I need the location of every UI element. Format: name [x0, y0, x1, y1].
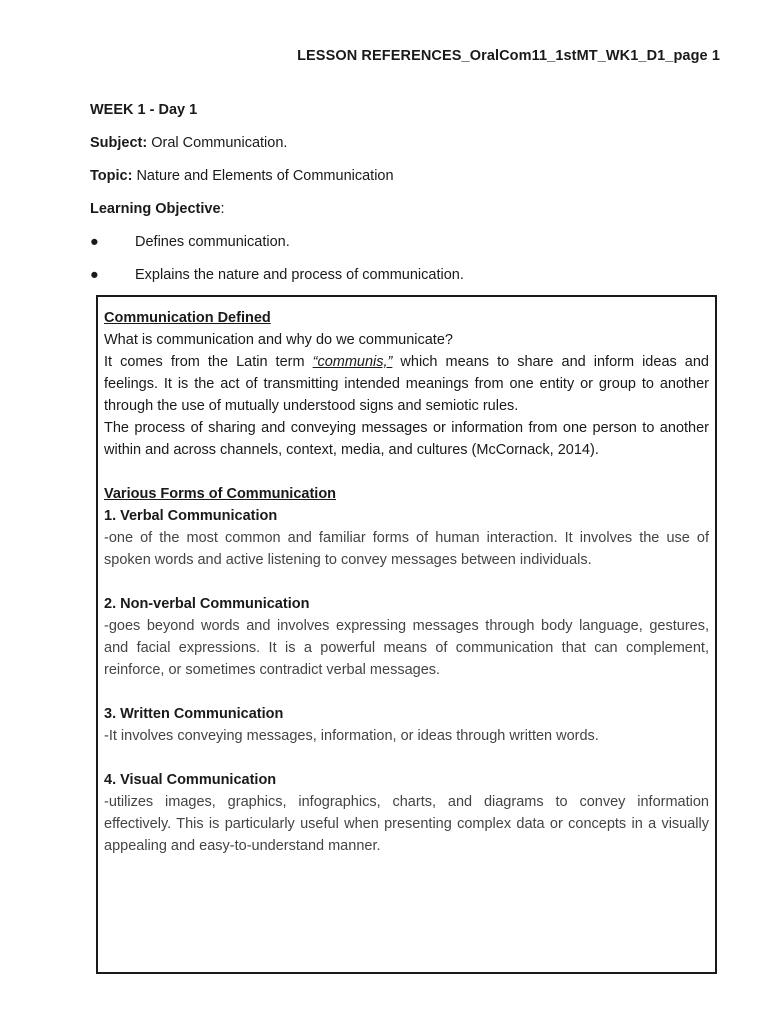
objective-colon: :: [220, 201, 225, 217]
form-desc-visual: -utilizes images, graphics, infographics, charts, and diagrams to convey information effectively. This is particularly useful when presenting complex data or concepts in a visually appealing and easy-to-understand manner.: [104, 794, 709, 854]
definition-text-start: It comes from the Latin term: [104, 354, 313, 370]
objective-item: [90, 232, 720, 265]
question-line: What is communication and why do we communicate?: [104, 332, 453, 348]
objective-text: Defines communication.: [135, 234, 290, 250]
form-desc-written: -It involves conveying messages, information, or ideas through written words.: [104, 728, 599, 744]
forms-heading: Various Forms of Communication: [104, 486, 337, 502]
bullet-icon: ●: [90, 234, 99, 250]
definition-text-end: which means to share and inform ideas and feelings. It is the act of transmitting intended meanings from one entity or group to another through the use of mutually understood signs and semiotic rules.: [104, 354, 709, 414]
objective-text: Explains the nature and process of communication.: [135, 267, 464, 283]
latin-term: “communis,”: [312, 354, 393, 370]
subject-value: Oral Communication.: [147, 135, 288, 151]
topic-line: [90, 166, 720, 199]
topic-label: Topic:: [90, 168, 133, 184]
form-title-verbal: 1. Verbal Communication: [104, 508, 278, 524]
objective-label: Learning Objective: [90, 201, 221, 217]
lesson-meta: [90, 100, 720, 298]
form-desc-nonverbal: -goes beyond words and involves expressing messages through body language, gestures, and facial expressions. It is a powerful means of communication that can complement, reinforce, or sometimes contradict verbal messages.: [104, 618, 709, 678]
form-title-written: 3. Written Communication: [104, 706, 284, 722]
form-desc-verbal: -one of the most common and familiar forms of human interaction. It involves the use of spoken words and active listening to convey messages between individuals.: [104, 530, 709, 568]
week-day: WEEK 1 - Day 1: [90, 102, 198, 118]
form-title-nonverbal: 2. Non-verbal Communication: [104, 596, 310, 612]
page-header: LESSON REFERENCES_OralCom11_1stMT_WK1_D1_page 1: [297, 48, 720, 64]
objective-item: [90, 265, 720, 298]
subject-line: [90, 133, 720, 166]
communication-defined-heading: Communication Defined: [104, 310, 271, 326]
bullet-icon: ●: [90, 267, 99, 283]
objective-heading: [90, 199, 720, 232]
process-paragraph: The process of sharing and conveying messages or information from one person to another within and across channels, context, media, and cultures (McCornack, 2014).: [104, 420, 709, 458]
content-box: [96, 295, 717, 974]
subject-label: Subject:: [90, 135, 148, 151]
form-title-visual: 4. Visual Communication: [104, 772, 277, 788]
topic-value: Nature and Elements of Communication: [132, 168, 394, 184]
definition-paragraph: [104, 351, 709, 417]
